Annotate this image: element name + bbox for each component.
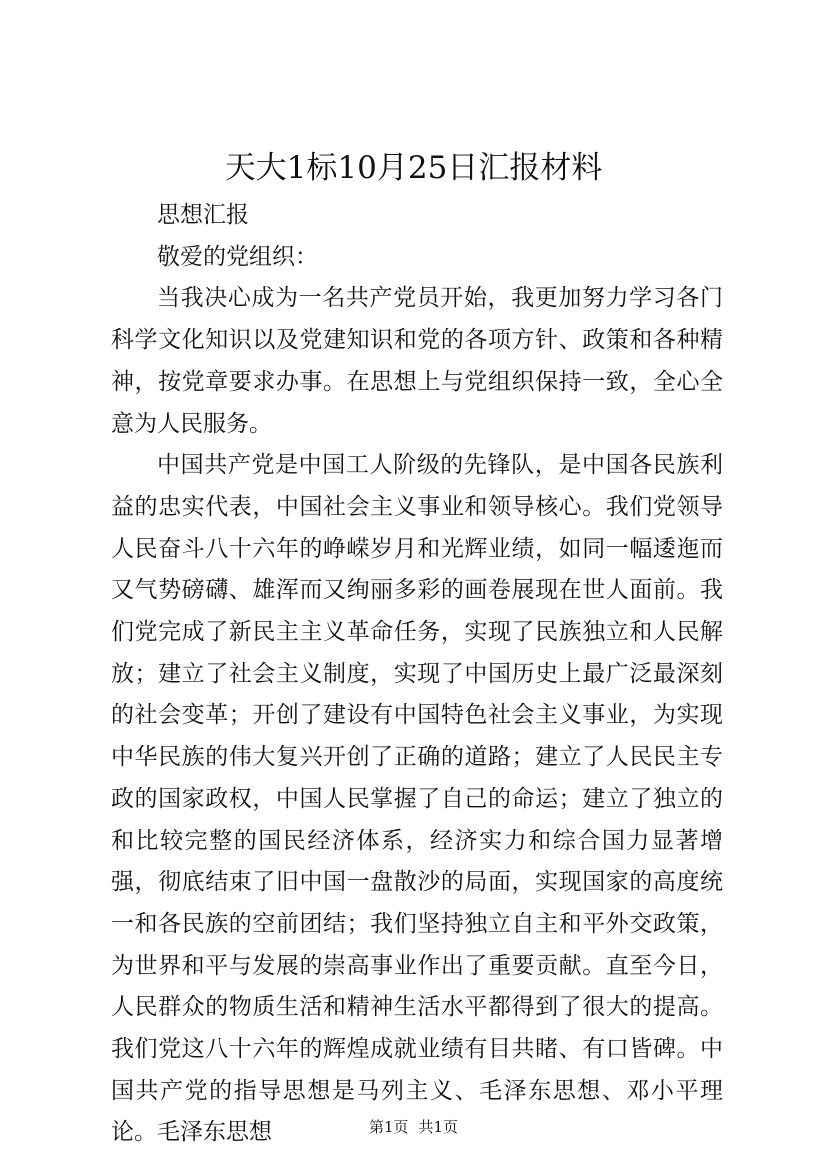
paragraph: 当我决心成为一名共产党员开始，我更加努力学习各门科学文化知识以及党建知识和党的各项方针、政策和各种精神，按党章要求办事。在思想上与党组织保持一致，全心全意为人民服务。 — [111, 285, 723, 437]
document-body — [111, 195, 723, 1154]
page-number: 第1页 — [368, 1118, 409, 1136]
paragraph: 中国共产党是中国工人阶级的先锋队，是中国各民族利益的忠实代表，中国社会主义事业和领导核心。我们党领导人民奋斗八十六年的峥嵘岁月和光辉业绩，如同一幅逶迤而又气势磅礴、雄浑而又绚丽多彩的画卷展现在世人面前。我们党完成了新民主主义革命任务，实现了民族独立和人民解放；建立了社会主义制度，实现了中国历史上最广泛最深刻的社会变革；开创了建设有中国特色社会主义事业，为实现中华民族的伟大复兴开创了正确的道路；建立了人民民主专政的国家政权，中国人民掌握了自己的命运；建立了独立的和比较完整的国民经济体系，经济实力和综合国力显著增强，彻底结束了旧中国一盘散沙的局面，实现国家的高度统一和各民族的空前团结；我们坚持独立自主和平外交政策，为世界和平与发展的崇高事业作出了重要贡献。直至今日，人民群众的物质生活和精神生活水平都得到了很大的提高。我们党这八十六年的辉煌成就业绩有目共睹、有口皆碑。中国共产党的指导思想是马列主义、毛泽东思想、邓小平理论。毛泽东思想 — [111, 452, 723, 1146]
document-title: 天大1标10月25日汇报材料 — [224, 150, 603, 186]
paragraph-salutation: 敬爱的党组织： — [157, 243, 318, 270]
page-total: 共1页 — [418, 1118, 459, 1136]
page-footer — [0, 1116, 827, 1138]
paragraph-heading: 思想汇报 — [157, 202, 249, 228]
